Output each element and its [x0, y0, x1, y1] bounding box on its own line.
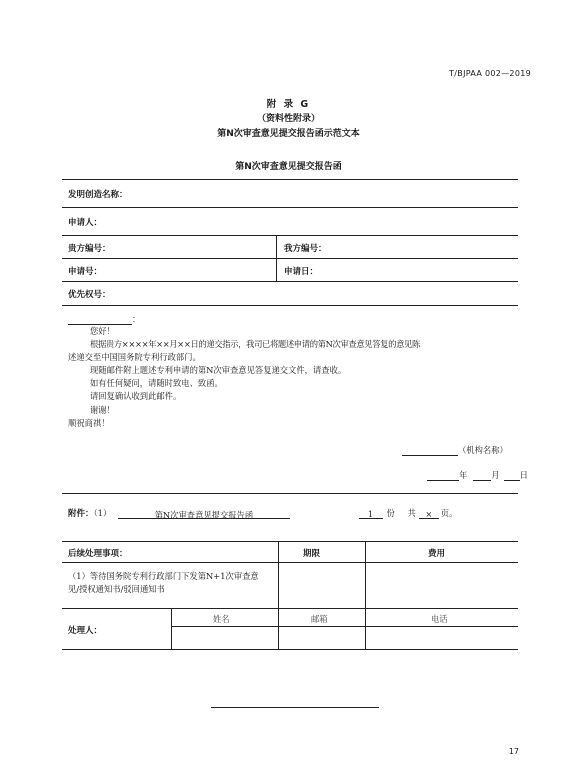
table-rule: [62, 258, 518, 259]
attachment-line: [68, 507, 457, 519]
form-title: 第N次审查意见提交报告函: [235, 162, 342, 172]
day-label: 日: [519, 470, 528, 480]
deadline-header: 期限: [303, 549, 321, 559]
paragraph-1-line-2: 述递交至中国国务院专利行政部门。: [68, 352, 201, 362]
copies-field[interactable]: [359, 509, 383, 519]
paragraph-3: 如有任何疑问，请随时致电、致函。: [90, 378, 223, 388]
email-column: 邮箱: [311, 614, 328, 624]
followup-item-1: （1）等待国务院专利行政部门下发第N+1次审查意见/授权通知书/驳回通知书: [68, 571, 259, 594]
fee-header: 费用: [428, 549, 446, 559]
org-name-label: （机构名称）: [458, 445, 508, 455]
paragraph-1-line-1: 根据贵方××××年××月××日的递交指示，我司已将题述申请的第N次审查意见答复的意见陈: [90, 339, 420, 349]
copies-unit: 份: [386, 508, 395, 518]
attachment-name: 第N次审查意见提交报告函: [154, 510, 254, 520]
table-divider: [276, 235, 277, 281]
table-rule: [62, 207, 518, 208]
table-rule: [62, 562, 518, 563]
table-rule: [62, 179, 518, 180]
attachment-label: 附件：: [68, 509, 94, 519]
table-rule: [62, 235, 518, 236]
paragraph-2: 现随邮件附上题述专利申请的第N次审查意见答复递交文件，请查收。: [90, 365, 347, 375]
table-divider: [365, 541, 366, 649]
greeting: 您好！: [90, 326, 115, 336]
name-column: 姓名: [213, 614, 230, 624]
month-label: 月: [491, 470, 500, 480]
table-rule: [62, 281, 518, 282]
day-blank[interactable]: [504, 471, 520, 481]
attachment-index: （1）: [93, 508, 112, 518]
your-ref-label: 贵方编号：: [68, 244, 111, 254]
table-rule: [62, 649, 518, 650]
followup-header: 后续处理事项：: [68, 549, 128, 559]
our-ref-label: 我方编号：: [284, 244, 327, 254]
table-divider: [278, 541, 279, 649]
attachment-name-field[interactable]: [118, 509, 290, 519]
appendix-title: 第N次审查意见提交报告函示范文本: [217, 129, 360, 139]
table-divider: [171, 608, 172, 649]
section-rule: [62, 493, 518, 494]
page-number: 17: [508, 747, 519, 756]
pages-field[interactable]: [419, 509, 439, 519]
table-rule: [62, 541, 518, 542]
table-rule: [171, 626, 518, 627]
total-label: 共: [407, 508, 416, 518]
invention-name-label: 发明创造名称：: [68, 190, 128, 200]
org-signature: [402, 444, 508, 456]
addressee-colon: ：: [132, 314, 141, 324]
pages-unit: 页。: [440, 508, 458, 518]
addressee-line: [68, 313, 140, 325]
phone-column: 电话: [431, 614, 448, 624]
addressee-blank[interactable]: [68, 315, 132, 325]
applicant-label: 申请人：: [68, 218, 103, 228]
appendix-type: （资料性附录）: [256, 114, 320, 124]
month-blank[interactable]: [473, 471, 491, 481]
paragraph-4: 请回复确认收到此邮件。: [90, 391, 182, 401]
priority-label: 优先权号：: [68, 290, 111, 300]
copies-value: 1: [367, 509, 374, 519]
handler-label: 处理人：: [68, 626, 103, 636]
appendix-heading: 附 录 G: [266, 99, 311, 110]
filing-date-label: 申请日：: [284, 267, 319, 277]
year-label: 年: [459, 470, 468, 480]
date-line: [427, 469, 528, 481]
application-no-label: 申请号：: [68, 267, 103, 277]
standard-number: T/BJPAA 002—2019: [449, 69, 531, 78]
org-name-blank[interactable]: [402, 446, 458, 456]
pages-value: ×: [425, 509, 433, 519]
table-rule: [62, 305, 518, 306]
table-rule: [62, 608, 518, 609]
closing: 顺祝商祺！: [68, 418, 110, 428]
year-blank[interactable]: [427, 471, 459, 481]
end-rule: [211, 707, 379, 708]
thanks: 谢谢！: [90, 405, 115, 415]
